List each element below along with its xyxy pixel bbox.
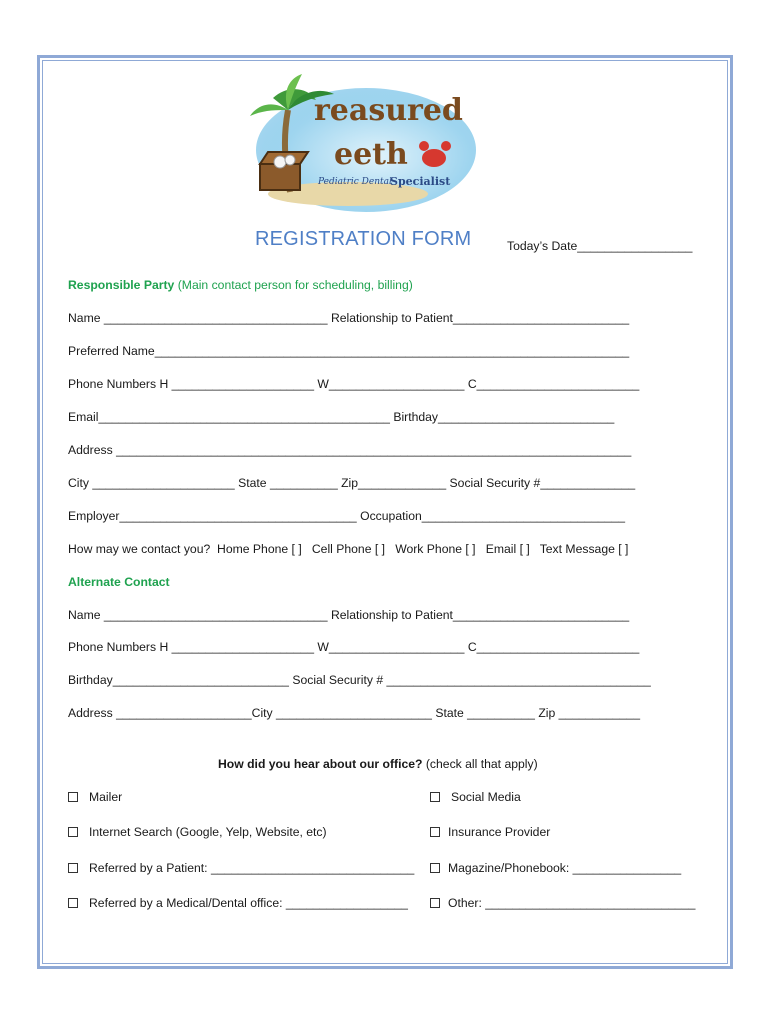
responsible-party-note: (Main contact person for scheduling, billing)	[174, 278, 413, 292]
referral-question	[218, 757, 538, 771]
referral-question-note: (check all that apply)	[422, 757, 538, 771]
checkbox-icon[interactable]	[430, 792, 440, 802]
rp-phone-numbers-field[interactable]: Phone Numbers H _____________________ W____________________ C________________________	[68, 377, 640, 391]
treasured-teeth-logo	[238, 72, 478, 214]
rp-contact-preference[interactable]: How may we contact you? Home Phone [ ] Cell Phone [ ] Work Phone [ ] Email [ ] Text Message [ ]	[68, 542, 629, 556]
logo-tagline-a: Pediatric Dental	[318, 177, 392, 187]
checkbox-referred-by-office[interactable]	[68, 896, 408, 910]
logo-word-treasured: reasured	[314, 93, 463, 128]
checkbox-icon[interactable]	[68, 863, 78, 873]
checkbox-referred-by-patient[interactable]	[68, 861, 414, 875]
checkbox-label: Magazine/Phonebook: ________________	[448, 861, 682, 875]
checkbox-icon[interactable]	[68, 898, 78, 908]
referral-question-text: How did you hear about our office?	[218, 757, 423, 771]
form-title: REGISTRATION FORM	[255, 228, 472, 250]
rp-employer-occupation-field[interactable]: Employer___________________________________ Occupation______________________________	[68, 509, 626, 523]
rp-city-state-zip-ssn-field[interactable]: City _____________________ State __________ Zip_____________ Social Security #______________	[68, 476, 636, 490]
checkbox-icon[interactable]	[68, 792, 78, 802]
checkbox-mailer[interactable]	[68, 790, 122, 804]
rp-name-relationship-field[interactable]: Name _________________________________ Relationship to Patient__________________________	[68, 311, 630, 325]
checkbox-other[interactable]	[430, 896, 695, 910]
rp-address-field[interactable]: Address ____________________________________________________________________________	[68, 443, 632, 457]
alternate-contact-heading: Alternate Contact	[68, 575, 170, 589]
checkbox-label: Insurance Provider	[448, 825, 551, 839]
logo-tagline-b: Specialist	[390, 175, 451, 188]
checkbox-icon[interactable]	[430, 898, 440, 908]
checkbox-icon[interactable]	[68, 827, 78, 837]
rp-preferred-name-field[interactable]: Preferred Name______________________________________________________________________	[68, 344, 630, 358]
checkbox-magazine-phonebook[interactable]	[430, 861, 681, 875]
todays-date-field[interactable]: Today’s Date_________________	[507, 239, 693, 253]
ac-address-field[interactable]: Address ____________________City _______________________ State __________ Zip ____________	[68, 706, 640, 720]
responsible-party-label: Responsible Party	[68, 278, 175, 292]
rp-email-birthday-field[interactable]: Email___________________________________________ Birthday__________________________	[68, 410, 615, 424]
checkbox-insurance-provider[interactable]	[430, 825, 550, 839]
ac-name-relationship-field[interactable]: Name _________________________________ Relationship to Patient__________________________	[68, 608, 630, 622]
checkbox-label: Referred by a Medical/Dental office: __________________	[89, 896, 408, 910]
checkbox-social-media[interactable]	[430, 790, 521, 804]
checkbox-label: Other: _______________________________	[448, 896, 696, 910]
checkbox-label: Internet Search (Google, Yelp, Website, etc)	[89, 825, 327, 839]
checkbox-internet-search[interactable]	[68, 825, 327, 839]
checkbox-label: Referred by a Patient: ______________________________	[89, 861, 415, 875]
ac-birthday-ssn-field[interactable]: Birthday__________________________ Social Security # _______________________________________	[68, 673, 651, 687]
ac-phone-numbers-field[interactable]: Phone Numbers H _____________________ W____________________ C________________________	[68, 640, 640, 654]
logo-word-teeth: eeth	[334, 137, 408, 172]
checkbox-label: Mailer	[89, 790, 123, 804]
responsible-party-heading	[68, 278, 413, 292]
checkbox-icon[interactable]	[430, 827, 440, 837]
checkbox-icon[interactable]	[430, 863, 440, 873]
checkbox-label: Social Media	[451, 790, 521, 804]
